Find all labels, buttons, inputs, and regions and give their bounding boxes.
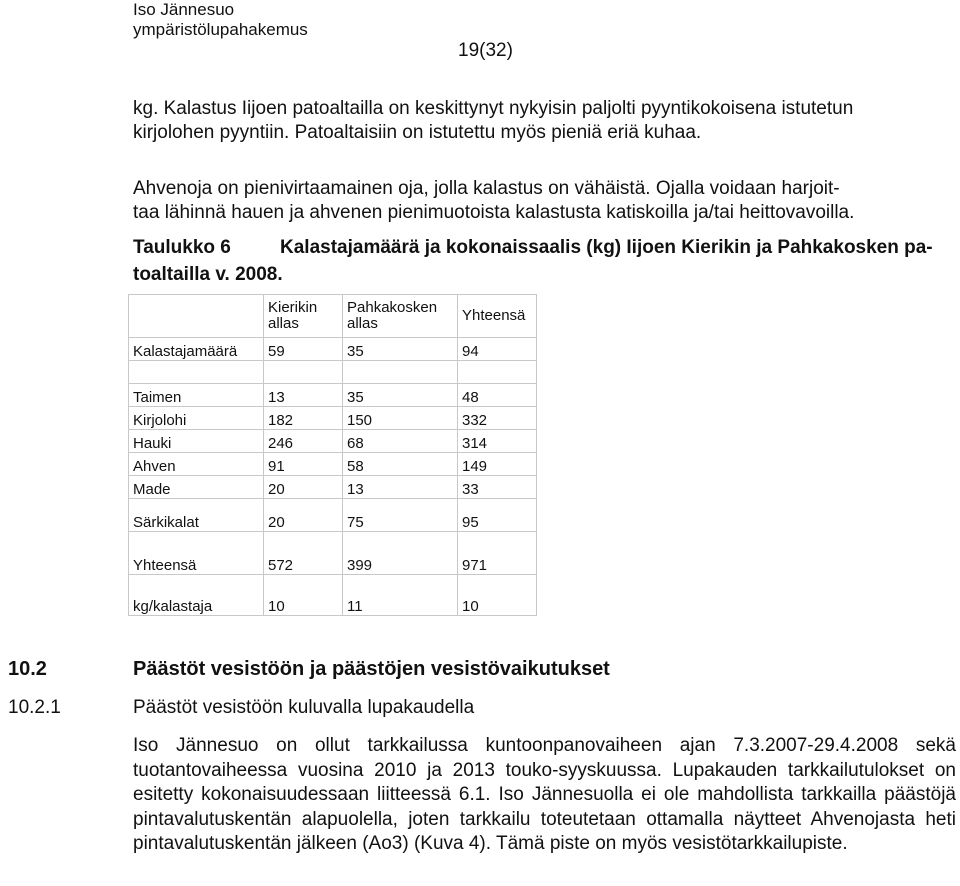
table-header-cell: Yhteensä bbox=[458, 295, 537, 338]
table-row bbox=[129, 499, 537, 532]
table-cell: 20 bbox=[264, 499, 343, 532]
table-cell: 48 bbox=[458, 384, 537, 407]
table-cell: 94 bbox=[458, 338, 537, 361]
table-row-total bbox=[129, 532, 537, 575]
table-cell: 35 bbox=[343, 338, 458, 361]
table-cell: 33 bbox=[458, 476, 537, 499]
table-cell: 75 bbox=[343, 499, 458, 532]
table-cell: Taimen bbox=[129, 384, 264, 407]
table-caption-label: Taulukko 6 bbox=[133, 237, 231, 258]
table-row bbox=[129, 407, 537, 430]
paragraph-ahvenoja bbox=[133, 177, 933, 225]
table-row bbox=[129, 384, 537, 407]
paragraph-line: taa lähinnä hauen ja ahvenen pienimuotoista kalastusta katiskoilla ja/tai heittovavoilla. bbox=[133, 202, 855, 223]
table-cell bbox=[343, 361, 458, 384]
document-header bbox=[133, 0, 308, 40]
body-paragraph: Iso Jännesuo on ollut tarkkailussa kuntoonpanovaiheen ajan 7.3.2007-29.4.2008 sekä tuotantovaiheessa vuosina 2010 ja 2013 touko-syyskuussa. Lupakauden tarkkailutulokset on esitetty kokonaisuudessaan liitteessä 6.1. Iso Jännesuolla ei ole mahdollista tarkkailla päästöjä pintavalutuskentän alapuolella, joten tarkkailu toteutetaan ottamalla näytteet Ahvenojasta heti pintavalutuskentän jälkeen (Ao3) (Kuva 4). Tämä piste on myös vesistötarkkailupiste. bbox=[133, 735, 956, 854]
table-row bbox=[129, 430, 537, 453]
table-cell: Kirjolohi bbox=[129, 407, 264, 430]
table-cell: kg/kalastaja bbox=[129, 575, 264, 616]
table-row bbox=[129, 476, 537, 499]
table-header-row bbox=[129, 295, 537, 338]
table-cell bbox=[458, 361, 537, 384]
table-cell: Kalastajamäärä bbox=[129, 338, 264, 361]
table-row-per-angler bbox=[129, 575, 537, 616]
table-cell: Särkikalat bbox=[129, 499, 264, 532]
table-cell: 399 bbox=[343, 532, 458, 575]
table-cell: Hauki bbox=[129, 430, 264, 453]
table-cell: 68 bbox=[343, 430, 458, 453]
page-number: 19(32) bbox=[458, 40, 513, 61]
table-cell: 13 bbox=[264, 384, 343, 407]
table-header-cell: Pahkakosken allas bbox=[343, 295, 458, 338]
subsection-number: 10.2.1 bbox=[8, 697, 61, 718]
table-cell: Made bbox=[129, 476, 264, 499]
table-cell: 58 bbox=[343, 453, 458, 476]
table-cell: 314 bbox=[458, 430, 537, 453]
table-cell: 95 bbox=[458, 499, 537, 532]
table-header-cell: Kierikin allas bbox=[264, 295, 343, 338]
catch-table bbox=[128, 294, 537, 616]
subsection-title: Päästöt vesistöön kuluvalla lupakaudella bbox=[133, 697, 475, 718]
table-cell: 20 bbox=[264, 476, 343, 499]
section-number: 10.2 bbox=[8, 658, 47, 680]
paragraph-kalastus bbox=[133, 97, 933, 145]
table-row-empty bbox=[129, 361, 537, 384]
table-cell: 59 bbox=[264, 338, 343, 361]
table-row bbox=[129, 453, 537, 476]
table-cell: Ahven bbox=[129, 453, 264, 476]
table-cell: 91 bbox=[264, 453, 343, 476]
paragraph-line: kg. Kalastus Iijoen patoaltailla on keskittynyt nykyisin paljolti pyyntikokoisena istutetun bbox=[133, 98, 854, 119]
table-cell bbox=[129, 361, 264, 384]
table-cell: 11 bbox=[343, 575, 458, 616]
table-cell: 150 bbox=[343, 407, 458, 430]
paragraph-line: Ahvenoja on pienivirtaamainen oja, jolla kalastus on vähäistä. Ojalla voidaan harjoit- bbox=[133, 178, 840, 199]
table-cell: 10 bbox=[264, 575, 343, 616]
table-cell: 10 bbox=[458, 575, 537, 616]
paragraph-line: kirjolohen pyyntiin. Patoaltaisiin on istutettu myös pieniä eriä kuhaa. bbox=[133, 122, 702, 143]
table-header-cell bbox=[129, 295, 264, 338]
table-cell: 182 bbox=[264, 407, 343, 430]
table-cell: 572 bbox=[264, 532, 343, 575]
table-row bbox=[129, 338, 537, 361]
table-caption-text-cont: toaltailla v. 2008. bbox=[133, 264, 283, 285]
header-project-name: Iso Jännesuo bbox=[133, 0, 235, 19]
table-cell: 149 bbox=[458, 453, 537, 476]
table-cell: 35 bbox=[343, 384, 458, 407]
table-caption-text: Kalastajamäärä ja kokonaissaalis (kg) Iijoen Kierikin ja Pahkakosken pa- bbox=[280, 237, 933, 258]
header-document-type: ympäristölupahakemus bbox=[133, 20, 308, 39]
table-cell: 246 bbox=[264, 430, 343, 453]
table-cell: Yhteensä bbox=[129, 532, 264, 575]
table-cell: 13 bbox=[343, 476, 458, 499]
table-cell bbox=[264, 361, 343, 384]
section-title: Päästöt vesistöön ja päästöjen vesistövaikutukset bbox=[133, 658, 610, 680]
table-caption bbox=[133, 234, 953, 288]
table-cell: 971 bbox=[458, 532, 537, 575]
table-cell: 332 bbox=[458, 407, 537, 430]
